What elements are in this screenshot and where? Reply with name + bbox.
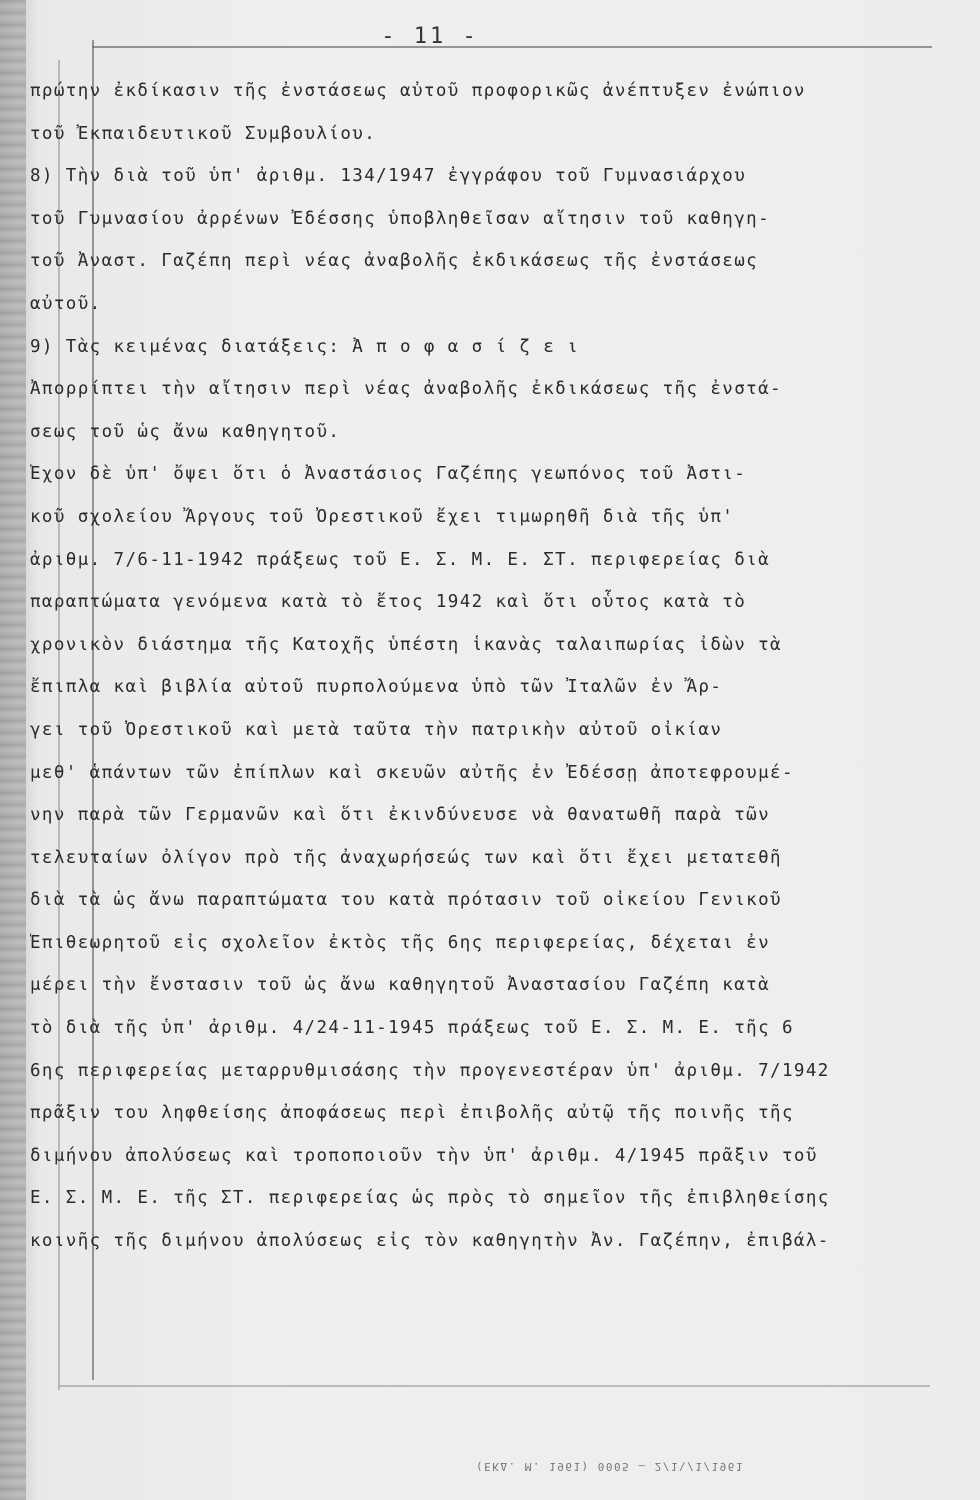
text-line: πρώτην ἐκδίκασιν τῆς ἐνστάσεως αὐτοῦ προφορικῶς ἀνέπτυξεν ἐνώπιον bbox=[30, 81, 806, 101]
footer-print-stamp: (ΕΚΔ. Μ. 1961) 0005 — 2/1\/1/1961 bbox=[475, 1460, 745, 1473]
text-line: κοινῆς τῆς διμήνου ἀπολύσεως εἰς τὸν καθηγητὴν Ἀν. Γαζέπην, ἐπιβάλ- bbox=[30, 1231, 830, 1252]
text-line: τὸ διὰ τῆς ὑπ' ἀριθμ. 4/24-11-1945 πράξεως τοῦ Ε. Σ. Μ. Ε. τῆς 6 bbox=[30, 1018, 794, 1039]
text-line: σεως τοῦ ὡς ἄνω καθηγητοῦ. bbox=[30, 421, 341, 442]
text-line: ἔπιπλα καὶ βιβλία αὐτοῦ πυρπολούμενα ὑπὸ τῶν Ἰταλῶν ἐν Ἄρ- bbox=[30, 677, 723, 698]
text-line: μέρει τὴν ἔνστασιν τοῦ ὡς ἄνω καθηγητοῦ Ἀναστασίου Γαζέπη κατὰ bbox=[30, 975, 771, 996]
text-line: ἀριθμ. 7/6-11-1942 πράξεως τοῦ Ε. Σ. Μ. Ε. ΣΤ. περιφερείας διὰ bbox=[30, 549, 771, 570]
text-line: 9) Τὰς κειμένας διατάξεις: Ἀ π ο φ α σ ί ζ ε ι bbox=[30, 336, 580, 357]
body-text bbox=[30, 70, 950, 1263]
bottom-rule bbox=[60, 1385, 930, 1387]
binding-margin bbox=[0, 0, 26, 1500]
text-line: παραπτώματα γενόμενα κατὰ τὸ ἔτος 1942 καὶ ὅτι οὗτος κατὰ τὸ bbox=[30, 592, 747, 613]
page-number: - 11 - bbox=[381, 24, 479, 49]
text-line: διὰ τὰ ὡς ἄνω παραπτώματα του κατὰ πρότασιν τοῦ οἰκείου Γενικοῦ bbox=[30, 890, 782, 911]
text-line: πρᾶξιν του ληφθείσης ἀποφάσεως περὶ ἐπιβολῆς αὐτῷ τῆς ποινῆς τῆς bbox=[30, 1103, 794, 1124]
text-line: μεθ' ἁπάντων τῶν ἐπίπλων καὶ σκευῶν αὐτῆς ἐν Ἐδέσσῃ ἀποτεφρουμέ- bbox=[30, 762, 794, 783]
text-line: Ἐπιθεωρητοῦ εἰς σχολεῖον ἐκτὸς τῆς 6ης περιφερείας, δέχεται ἐν bbox=[30, 932, 771, 953]
top-rule bbox=[92, 46, 932, 48]
text-line: τελευταίων ὀλίγον πρὸ τῆς ἀναχωρήσεώς των καὶ ὅτι ἔχει μετατεθῆ bbox=[30, 847, 782, 868]
text-line: χρονικὸν διάστημα τῆς Κατοχῆς ὑπέστη ἱκανὰς ταλαιπωρίας ἰδὼν τὰ bbox=[30, 634, 782, 655]
text-line: νην παρὰ τῶν Γερμανῶν καὶ ὅτι ἐκινδύνευσε νὰ θανατωθῆ παρὰ τῶν bbox=[30, 805, 771, 826]
text-line: γει τοῦ Ὀρεστικοῦ καὶ μετὰ ταῦτα τὴν πατρικὴν αὐτοῦ οἰκίαν bbox=[30, 719, 723, 740]
text-line: Ε. Σ. Μ. Ε. τῆς ΣΤ. περιφερείας ὡς πρὸς τὸ σημεῖον τῆς ἐπιβληθείσης bbox=[30, 1188, 830, 1209]
text-line: διμήνου ἀπολύσεως καὶ τροποποιοῦν τὴν ὑπ' ἀριθμ. 4/1945 πρᾶξιν τοῦ bbox=[30, 1145, 818, 1166]
text-line: τοῦ Ἐκπαιδευτικοῦ Συμβουλίου. bbox=[30, 123, 377, 144]
text-line: 8) Τὴν διὰ τοῦ ὑπ' ἀριθμ. 134/1947 ἐγγράφου τοῦ Γυμνασιάρχου bbox=[30, 166, 747, 187]
text-line: Ἔχον δὲ ὑπ' ὄψει ὅτι ὁ Ἀναστάσιος Γαζέπης γεωπόνος τοῦ Ἀστι- bbox=[30, 464, 747, 485]
text-line: τοῦ Γυμνασίου ἀρρένων Ἐδέσσης ὑποβληθεῖσαν αἴτησιν τοῦ καθηγη- bbox=[30, 208, 771, 229]
text-line: Ἀπορρίπτει τὴν αἴτησιν περὶ νέας ἀναβολῆς ἐκδικάσεως τῆς ἐνστά- bbox=[30, 379, 782, 400]
text-line: κοῦ σχολείου Ἄργους τοῦ Ὀρεστικοῦ ἔχει τιμωρηθῆ διὰ τῆς ὑπ' bbox=[30, 506, 735, 527]
text-line: αὐτοῦ. bbox=[30, 293, 102, 314]
text-line: τοῦ Ἀναστ. Γαζέπη περὶ νέας ἀναβολῆς ἐκδικάσεως τῆς ἐνστάσεως bbox=[30, 251, 759, 272]
text-line: 6ης περιφερείας μεταρρυθμισάσης τὴν προγενεστέραν ὑπ' ἀριθμ. 7/1942 bbox=[30, 1060, 830, 1081]
